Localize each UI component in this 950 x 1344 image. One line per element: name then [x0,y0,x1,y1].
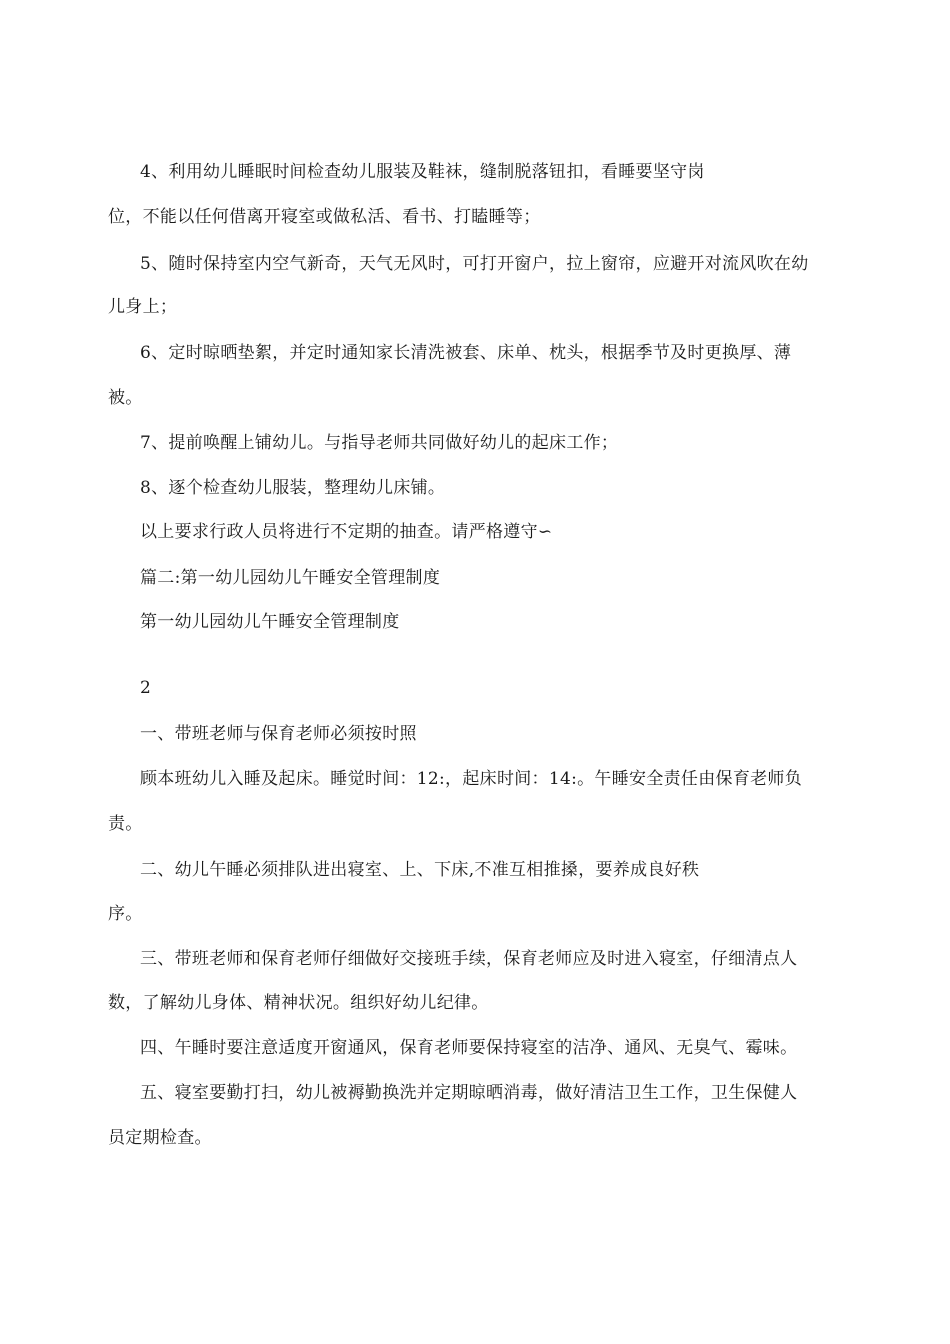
paragraph-6-line-1: 6、定时晾晒垫絮，并定时通知家长清洗被套、床单、枕头，根据季节及时更换厚、薄 [140,343,792,363]
paragraph-5-line-1: 5、随时保持室内空气新奇，天气无风时，可打开窗户，拉上窗帘，应避开对流风吹在幼 [140,254,809,274]
rule-4: 四、午睡时要注意适度开窗通风，保育老师要保持寝室的洁净、通风、无臭气、霉味。 [140,1038,798,1058]
rule-1-line-2: 顾本班幼儿入睡及起床。睡觉时间：12:，起床时间：14:。午睡安全责任由保育老师负 [140,769,803,789]
paragraph-7: 7、提前唤醒上铺幼儿。与指导老师共同做好幼儿的起床工作； [140,433,619,453]
rule-5-line-1: 五、寝室要勤打扫，幼儿被褥勤换洗并定期晾晒消毒，做好清洁卫生工作，卫生保健人 [140,1083,798,1103]
rule-3-line-2: 数，了解幼儿身体、精神状况。组织好幼儿纪律。 [108,993,489,1013]
paragraph-5-line-2: 儿身上； [108,297,178,317]
rule-5-line-2: 员定期检查。 [108,1128,212,1148]
paragraph-4-line-1: 4、利用幼儿睡眠时间检查幼儿服装及鞋袜，缝制脱落钮扣，看睡要坚守岗 [140,162,705,182]
section-heading: 篇二:第一幼儿园幼儿午睡安全管理制度 [140,568,441,588]
inspection-note: 以上要求行政人员将进行不定期的抽查。请严格遵守∽ [140,522,553,542]
rule-2-line-1: 二、幼儿午睡必须排队进出寝室、上、下床,不准互相推搡，要养成良好秩 [140,860,700,880]
rule-2-line-2: 序。 [108,904,143,924]
rule-3-line-1: 三、带班老师和保育老师仔细做好交接班手续，保育老师应及时进入寝室，仔细清点人 [140,949,798,969]
document-title: 第一幼儿园幼儿午睡安全管理制度 [140,612,400,632]
paragraph-8: 8、逐个检查幼儿服装，整理幼儿床铺。 [140,478,446,498]
paragraph-6-line-2: 被。 [108,388,143,408]
page-number: 2 [140,678,152,698]
rule-1-line-3: 责。 [108,814,143,834]
rule-1-line-1: 一、带班老师与保育老师必须按时照 [140,724,417,744]
paragraph-4-line-2: 位，不能以任何借离开寝室或做私活、看书、打瞌睡等； [108,207,541,227]
